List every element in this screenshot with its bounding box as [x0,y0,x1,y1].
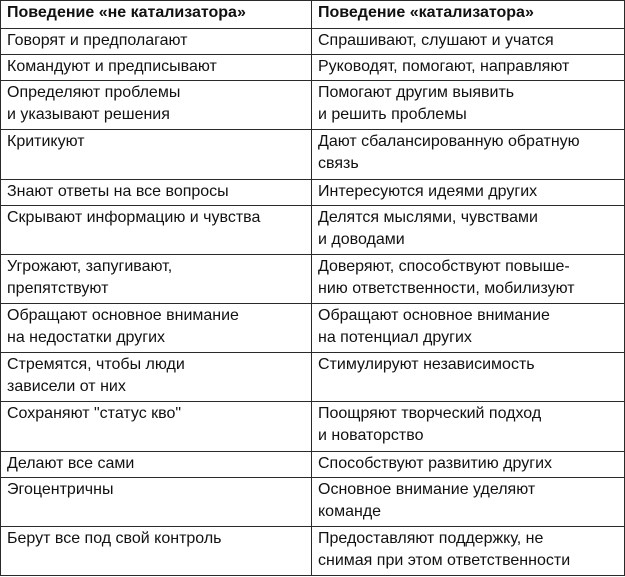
table-row [1,81,625,130]
table-row [1,304,625,353]
catalyst-cell: Делятся мыслями, чувствами и доводами [312,205,625,254]
table-row [1,526,625,575]
catalyst-cell: Дают сбалансированную обратную связь [312,130,625,179]
catalyst-cell: Стимулируют независимость [312,353,625,402]
non-catalyst-cell: Эгоцентричны [1,477,312,526]
table-row [1,179,625,205]
non-catalyst-cell: Берут все под свой контроль [1,526,312,575]
catalyst-cell: Спрашивают, слушают и учатся [312,29,625,55]
non-catalyst-cell: Командуют и предписывают [1,55,312,81]
header-catalyst: Поведение «катализатора» [312,1,625,29]
catalyst-cell: Доверяют, способствуют повыше- нию ответственности, мобилизуют [312,254,625,303]
catalyst-cell: Руководят, помогают, направляют [312,55,625,81]
non-catalyst-cell: Скрывают информацию и чувства [1,205,312,254]
catalyst-cell: Поощряют творческий подход и новаторство [312,402,625,451]
non-catalyst-cell: Сохраняют "статус кво" [1,402,312,451]
table-row [1,477,625,526]
catalyst-cell: Обращают основное внимание на потенциал других [312,304,625,353]
table-row [1,205,625,254]
table-row [1,353,625,402]
non-catalyst-cell: Обращают основное внимание на недостатки других [1,304,312,353]
table-row [1,29,625,55]
non-catalyst-cell: Критикуют [1,130,312,179]
table-row [1,254,625,303]
header-non-catalyst: Поведение «не катализатора» [1,1,312,29]
non-catalyst-cell: Определяют проблемы и указывают решения [1,81,312,130]
catalyst-cell: Помогают другим выявить и решить проблемы [312,81,625,130]
table-row [1,55,625,81]
table-row [1,402,625,451]
header-row [1,1,625,29]
catalyst-cell: Способствуют развитию других [312,451,625,477]
non-catalyst-cell: Делают все сами [1,451,312,477]
non-catalyst-cell: Знают ответы на все вопросы [1,179,312,205]
non-catalyst-cell: Говорят и предполагают [1,29,312,55]
catalyst-cell: Предоставляют поддержку, не снимая при этом ответственности [312,526,625,575]
table-row [1,130,625,179]
catalyst-cell: Основное внимание уделяют команде [312,477,625,526]
catalyst-cell: Интересуются идеями других [312,179,625,205]
table-row [1,451,625,477]
non-catalyst-cell: Угрожают, запугивают, препятствуют [1,254,312,303]
non-catalyst-cell: Стремятся, чтобы люди зависели от них [1,353,312,402]
